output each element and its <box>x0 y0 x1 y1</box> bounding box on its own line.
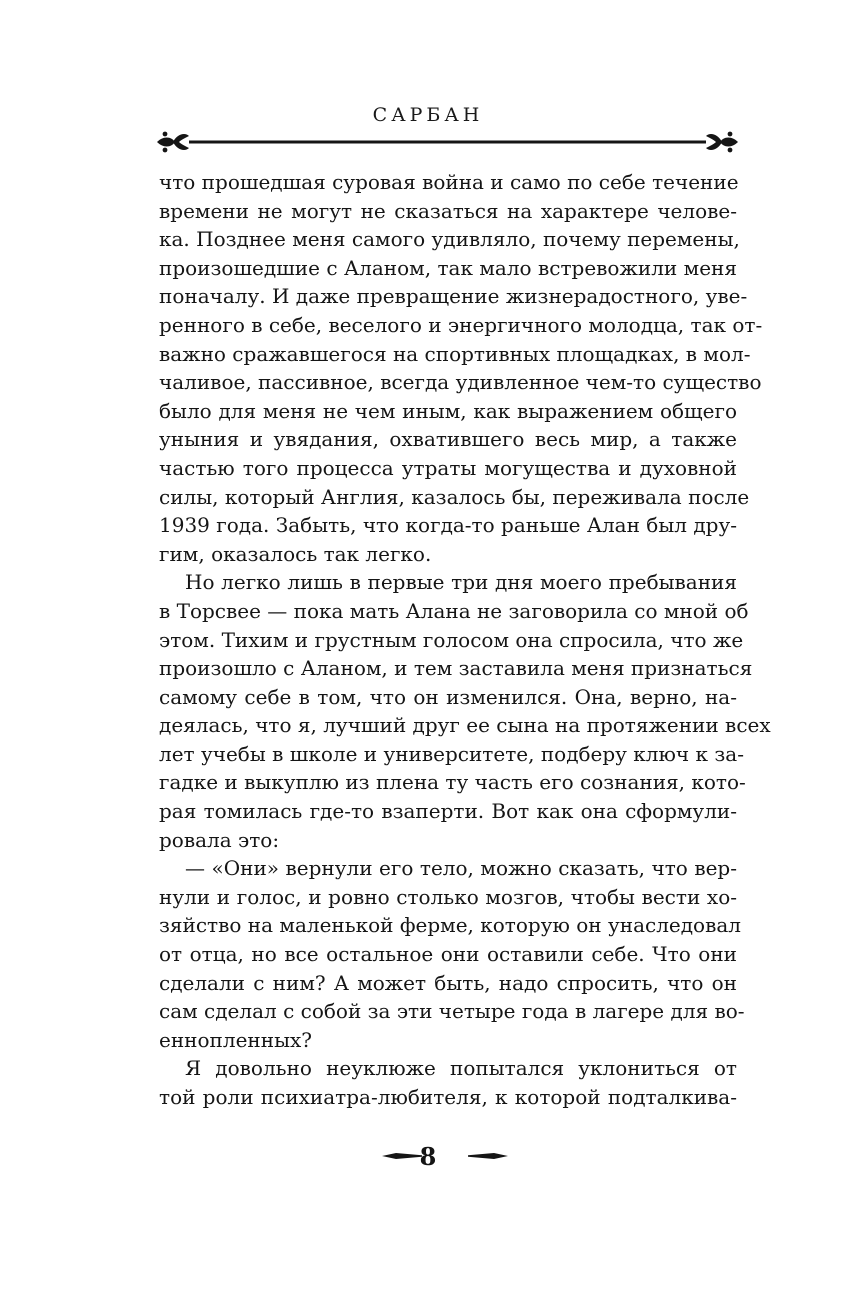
text-line: рая томилась где-то взаперти. Вот как она сформули- <box>159 799 737 824</box>
text-line: Но легко лишь в первые три дня моего пребывания <box>185 570 737 595</box>
text-line: этом. Тихим и грустным голосом она спросила, что же <box>159 627 744 652</box>
text-line: 1939 года. Забыть, что когда-то раньше Алан был дру- <box>159 513 737 538</box>
text-line: поначалу. И даже превращение жизнерадостного, уве- <box>159 284 748 309</box>
page-number: 8 <box>419 1142 437 1171</box>
text-line: ка. Позднее меня самого удивляло, почему перемены, <box>159 227 740 252</box>
header-divider-line <box>189 141 706 144</box>
text-line: гадке и выкуплю из плена ту часть его сознания, кото- <box>159 770 746 795</box>
text-line: еннопленных? <box>159 1027 312 1052</box>
text-line: что прошедшая суровая война и само по себе течение <box>159 170 739 194</box>
text-line: нули и голос, и ровно столько мозгов, чтобы вести хо- <box>159 884 737 909</box>
text-line: чаливое, пассивное, всегда удивленное чем-то существо <box>159 370 762 395</box>
text-line: самому себе в том, что он изменился. Она, верно, на- <box>159 684 737 709</box>
text-line: произошло с Аланом, и тем заставила меня признаться <box>159 656 753 681</box>
left-fleuron-icon <box>157 132 189 153</box>
right-fleuron-icon <box>706 132 738 153</box>
text-line: лет учебы в школе и университете, подберу ключ к за- <box>159 741 744 766</box>
body-text <box>159 168 771 1112</box>
text-line: гим, оказалось так легко. <box>159 541 432 566</box>
text-line: сам сделал с собой за эти четыре года в лагере для во- <box>159 999 745 1024</box>
text-line: произошедшие с Аланом, так мало встревожили меня <box>159 255 737 280</box>
text-line: Я довольно неуклюже попытался уклониться от <box>185 1056 737 1081</box>
text-line: было для меня не чем иным, как выражением общего <box>159 398 737 423</box>
text-line: важно сражавшегося на спортивных площадках, в мол- <box>159 341 751 366</box>
header-ornament-rule <box>155 130 740 154</box>
text-line: времени не могут не сказаться на характере челове- <box>159 198 737 223</box>
text-line: ренного в себе, веселого и энергичного молодца, так от- <box>159 312 763 337</box>
text-line: в Торсвее — пока мать Алана не заговорила со мной об <box>159 598 749 623</box>
text-line: частью того процесса утраты могущества и духовной <box>159 455 737 480</box>
right-footer-ornament-icon <box>466 1148 508 1164</box>
text-line: уныния и увядания, охватившего весь мир, а также <box>159 427 737 452</box>
text-line: ровала это: <box>159 827 280 852</box>
text-line: силы, который Англия, казалось бы, переживала после <box>159 484 750 509</box>
text-line: — «Они» вернули его тело, можно сказать, что вер- <box>185 856 737 881</box>
text-line: от отца, но все остальное они оставили себе. Что они <box>159 942 737 967</box>
text-line: зяйство на маленькой ферме, которую он унаследовал <box>159 913 741 938</box>
text-line: сделали с ним? А может быть, надо спросить, что он <box>159 970 737 995</box>
text-line: деялась, что я, лучший друг ее сына на протяжении всех <box>159 713 771 738</box>
text-line: той роли психиатра-любителя, к которой подталкива- <box>159 1085 737 1109</box>
page-footer <box>0 1138 856 1178</box>
running-title: САРБАН <box>372 104 484 126</box>
